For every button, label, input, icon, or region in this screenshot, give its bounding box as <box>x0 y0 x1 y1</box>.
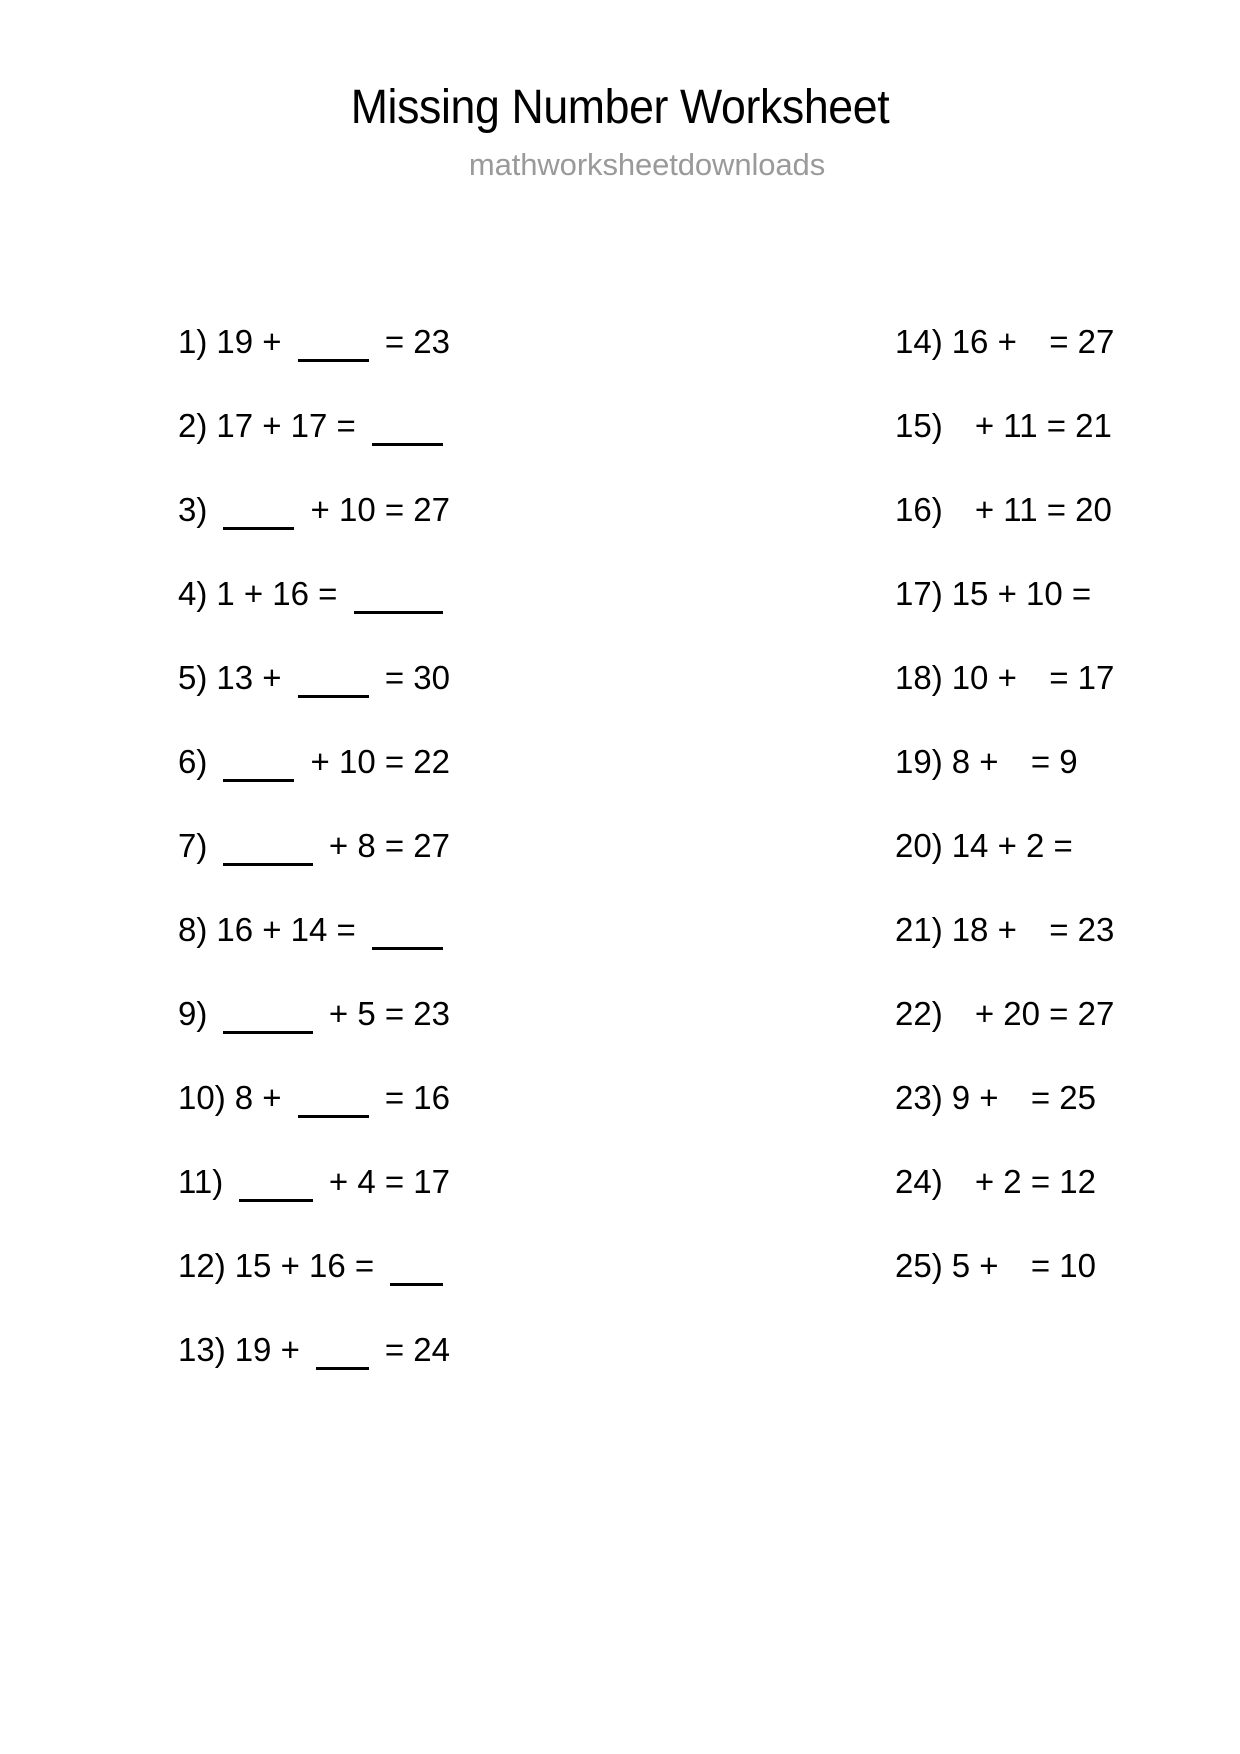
answer-blank[interactable] <box>223 527 294 530</box>
problem-item <box>895 804 1082 888</box>
problem-item <box>178 1056 450 1140</box>
expression-before-blank: 13 + <box>216 659 291 696</box>
problem-item <box>178 1140 450 1224</box>
expression-before-blank: 14 + 2 = <box>951 827 1082 864</box>
expression-before-blank: 16 + 14 = <box>216 911 365 948</box>
expression-after-blank: + 8 = 27 <box>319 827 450 864</box>
expression-before-blank: 1 + 16 = <box>216 575 347 612</box>
expression-after-blank: = 23 <box>1040 911 1115 948</box>
problem-number: 8) <box>178 911 208 948</box>
expression-before-blank: 15 + 16 = <box>234 1247 384 1284</box>
problem-item <box>178 300 450 384</box>
problem-number: 9) <box>178 995 208 1032</box>
problem-number: 5) <box>178 659 208 696</box>
expression-after-blank: + 20 = 27 <box>965 995 1115 1032</box>
problem-item <box>178 720 450 804</box>
expression-after-blank: + 5 = 23 <box>319 995 450 1032</box>
problem-item <box>178 552 450 636</box>
problem-number: 19) <box>895 743 943 780</box>
problem-number: 17) <box>895 575 943 612</box>
problem-item <box>895 888 1115 972</box>
expression-after-blank: = 17 <box>1040 659 1115 696</box>
answer-blank[interactable] <box>316 1367 369 1370</box>
page-title: Missing Number Worksheet <box>350 81 890 134</box>
problem-number: 22) <box>895 995 943 1032</box>
problem-item <box>178 888 450 972</box>
expression-after-blank: = 9 <box>1021 743 1078 780</box>
answer-blank[interactable] <box>223 863 312 866</box>
expression-before-blank: 5 + <box>951 1247 1008 1284</box>
problem-number: 10) <box>178 1079 226 1116</box>
expression-before-blank: 18 + <box>951 911 1027 948</box>
problem-item <box>178 384 450 468</box>
expression-before-blank: 8 + <box>234 1079 291 1116</box>
expression-after-blank: = 16 <box>375 1079 450 1116</box>
expression-after-blank: = 23 <box>375 323 450 360</box>
problem-number: 7) <box>178 827 208 864</box>
expression-after-blank: + 2 = 12 <box>965 1163 1096 1200</box>
problem-item <box>895 300 1115 384</box>
problem-number: 1) <box>178 323 208 360</box>
expression-after-blank: = 25 <box>1021 1079 1096 1116</box>
answer-blank[interactable] <box>239 1199 312 1202</box>
expression-before-blank: 15 + 10 = <box>951 575 1101 612</box>
problem-grid <box>0 300 1240 1392</box>
worksheet-source-label: mathworksheetdownloads <box>468 146 826 182</box>
expression-after-blank: = 30 <box>375 659 450 696</box>
expression-before-blank: 10 + <box>951 659 1027 696</box>
right-column <box>450 300 1115 1308</box>
problem-item <box>895 1056 1096 1140</box>
problem-number: 2) <box>178 407 208 444</box>
problem-number: 15) <box>895 407 943 444</box>
answer-blank[interactable] <box>390 1283 443 1286</box>
expression-before-blank: 9 + <box>951 1079 1008 1116</box>
problem-number: 25) <box>895 1247 943 1284</box>
problem-item <box>178 972 450 1056</box>
problem-number: 14) <box>895 323 943 360</box>
expression-before-blank: 16 + <box>951 323 1027 360</box>
problem-item <box>178 1224 450 1308</box>
answer-blank[interactable] <box>298 1115 369 1118</box>
answer-blank[interactable] <box>372 947 443 950</box>
problem-item <box>895 552 1101 636</box>
problem-number: 20) <box>895 827 943 864</box>
problem-item <box>895 1140 1096 1224</box>
problem-number: 6) <box>178 743 208 780</box>
problem-item <box>178 804 450 888</box>
answer-blank[interactable] <box>354 611 443 614</box>
left-column <box>0 300 450 1392</box>
expression-after-blank: + 10 = 27 <box>301 491 450 528</box>
problem-item <box>895 468 1112 552</box>
expression-before-blank: 17 + 17 = <box>216 407 365 444</box>
expression-after-blank: + 4 = 17 <box>319 1163 450 1200</box>
answer-blank[interactable] <box>223 779 294 782</box>
answer-blank[interactable] <box>298 695 369 698</box>
problem-item <box>178 468 450 552</box>
problem-item <box>895 384 1112 468</box>
expression-after-blank: + 11 = 20 <box>965 491 1112 528</box>
problem-number: 24) <box>895 1163 943 1200</box>
answer-blank[interactable] <box>372 443 443 446</box>
expression-after-blank: = 24 <box>375 1331 450 1368</box>
expression-after-blank: = 10 <box>1021 1247 1096 1284</box>
answer-blank[interactable] <box>298 359 369 362</box>
problem-item <box>895 972 1115 1056</box>
problem-number: 16) <box>895 491 943 528</box>
problem-item <box>895 636 1115 720</box>
problem-item <box>895 1224 1096 1308</box>
problem-number: 11) <box>178 1163 224 1200</box>
problem-number: 18) <box>895 659 943 696</box>
answer-blank[interactable] <box>223 1031 312 1034</box>
expression-after-blank: + 10 = 22 <box>301 743 450 780</box>
problem-item <box>178 1308 450 1392</box>
problem-number: 3) <box>178 491 208 528</box>
expression-before-blank: 19 + <box>216 323 291 360</box>
expression-before-blank: 19 + <box>234 1331 310 1368</box>
expression-before-blank: 8 + <box>951 743 1008 780</box>
problem-number: 21) <box>895 911 943 948</box>
problem-number: 13) <box>178 1331 226 1368</box>
expression-after-blank: + 11 = 21 <box>965 407 1112 444</box>
expression-after-blank: = 27 <box>1040 323 1115 360</box>
problem-item <box>895 720 1078 804</box>
problem-number: 4) <box>178 575 208 612</box>
problem-item <box>178 636 450 720</box>
problem-number: 12) <box>178 1247 226 1284</box>
problem-number: 23) <box>895 1079 943 1116</box>
worksheet-header <box>0 0 1240 182</box>
